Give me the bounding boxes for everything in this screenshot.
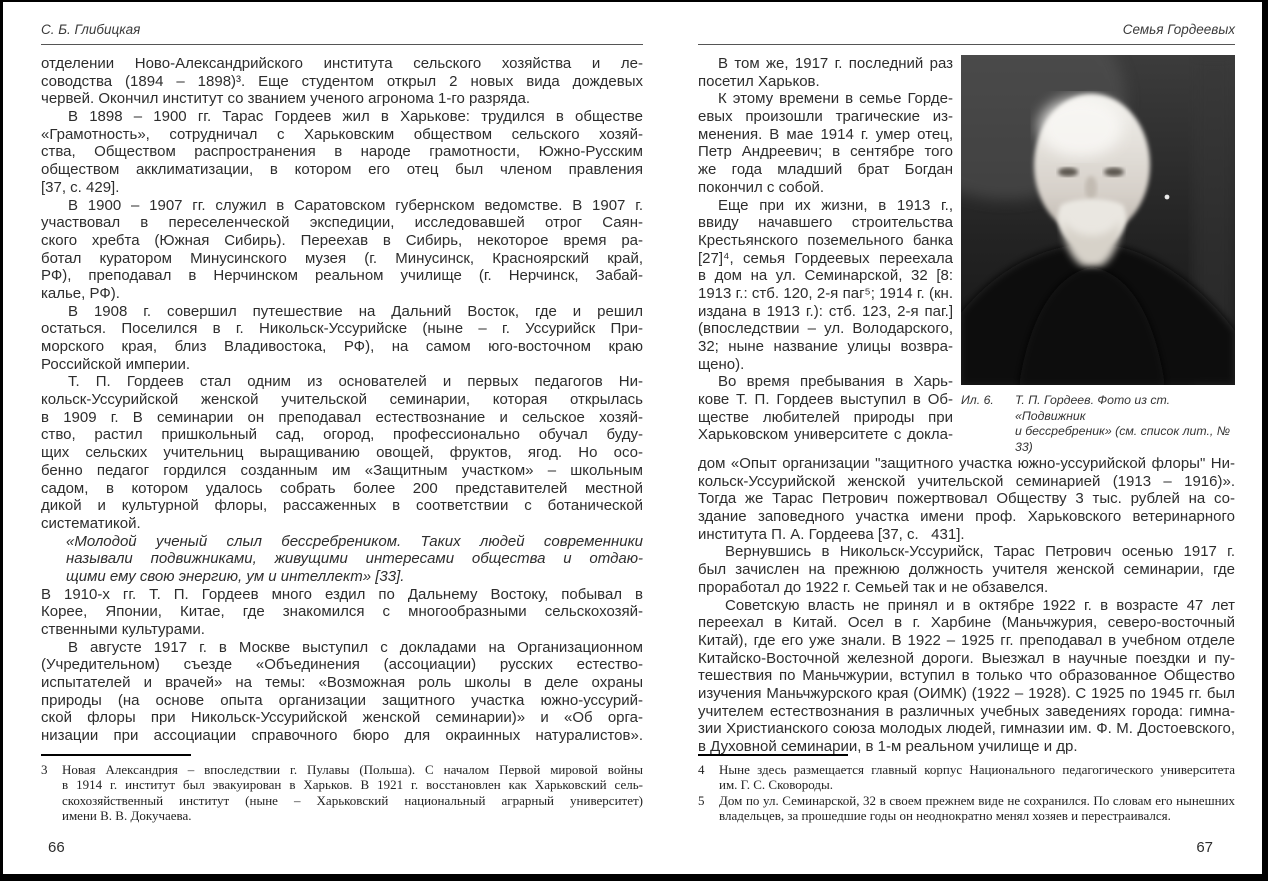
text-line: зии Христианского союза молодых людей, гимназии им. Ф. М. Достоевского, xyxy=(698,720,1235,738)
text-line: 32; ныне название улицы возвра- xyxy=(698,338,953,355)
running-head-chapter: Семья Гордеевых xyxy=(698,22,1235,45)
text-line: (Учредительном) съезде «Объединения (ассоциации) русских естество- xyxy=(41,656,643,674)
text-line: проработал до 1922 г. Семьей так и не обзавелся. xyxy=(698,578,1049,596)
text-line: был зачислен на прежнюю должность учителя женской семинарии, где xyxy=(698,561,1235,579)
text-line: щено). xyxy=(698,355,745,373)
footnote-number: 5 xyxy=(698,792,705,808)
text-line: испытателей и врачей» на темы: «Возможная роль школы в деле охраны xyxy=(41,674,643,692)
text-line: К этому времени в семье Горде- xyxy=(718,90,953,108)
column-and-photo-row xyxy=(698,55,1235,455)
text-line: переехал в Китай. Осел в г. Харбине (Маньчжурия, северо-восточный xyxy=(698,614,1235,632)
text-line: называли подвижниками, живущими интересами общества и отдаю- xyxy=(66,550,643,568)
text-line: дом «Опыт организации "защитного участка южно-уссурийской флоры" Ни- xyxy=(698,455,1235,472)
text-line: бенно педагог гордился созданным им «Защитным участком» – школьным xyxy=(41,461,643,479)
text-line: соводства (1894 – 1898)³. Еще студентом открыл 2 новых вида дождевых xyxy=(41,72,643,90)
text-line: В августе 1917 г. в Москве выступил с докладами на Организационном xyxy=(68,638,643,656)
text-line: скохозяйственный институт (ныне – Харьковский национальный аграрный университет) xyxy=(62,792,643,808)
paragraph xyxy=(41,586,643,639)
figure-caption-text xyxy=(1015,393,1235,455)
paragraph xyxy=(698,455,1235,543)
text-line: в 1909 г. В семинарии он преподавал естествознание и сельское хозяй- xyxy=(41,408,643,426)
text-line: обществом акклиматизации, в котором его отец был членом правления xyxy=(41,161,643,179)
paragraph xyxy=(41,55,643,108)
text-line: РФ), преподавал в Нерчинском реальном училище (г. Нерчинск, Забай- xyxy=(41,267,643,285)
text-line: «Молодой ученый слыл бессребреником. Таких людей современники xyxy=(66,532,643,550)
text-line: Вернувшись в Никольск-Уссурийск, Тарас Петрович осенью 1917 г. xyxy=(725,543,1235,561)
text-line: Дом по ул. Семинарской, 32 в своем прежнем виде не сохранился. По словам его нынешних xyxy=(719,792,1235,808)
paragraph xyxy=(698,543,1235,596)
text-line: «Грамотность», сотрудничал с Харьковским обществом сельского хозяй- xyxy=(41,125,643,143)
right-footnotes xyxy=(698,754,1235,824)
text-line: ввиду начавшего строительства xyxy=(698,214,953,232)
text-line: [27]⁴, семья Гордеевых переехала xyxy=(698,249,953,267)
text-line: Т. П. Гордеев стал одним из основателей и первых педагогов Ни- xyxy=(68,373,643,391)
text-line: ство, растил пришкольный сад, огород, профессионально обучал буду- xyxy=(41,426,643,444)
text-line: Ныне здесь размещается главный корпус Национального педагогического университета xyxy=(719,762,1235,777)
text-line: отделении Ново-Александрийского института сельского хозяйства и ле- xyxy=(41,55,643,72)
text-line: Еще при их жизни, в 1913 г., xyxy=(718,196,953,214)
text-line: ской флоры при Никольск-Уссурийской женской семинарии)» и «Об орга- xyxy=(41,709,643,727)
text-line: низации при ассоциации справочного бюро для окраинных натуралистов». xyxy=(41,727,643,745)
text-line: морского края, близ Владивостока, РФ), на самом юго-восточном краю xyxy=(41,338,643,355)
page-number-left: 66 xyxy=(48,839,65,856)
figure-caption-line: Т. П. Гордеев. Фото из ст. «Подвижник xyxy=(1015,393,1171,423)
running-head-author: С. Б. Глибицкая xyxy=(41,22,643,45)
paragraph xyxy=(41,303,643,374)
paragraph xyxy=(41,373,643,532)
text-line: менения. В мае 1914 г. умер отец, xyxy=(698,125,953,143)
text-line: участвовал в переселенческой экспедиции, исследовавшей отрог Саян- xyxy=(41,214,643,232)
text-line: ботал куратором Минусинского музея (г. Минусинск, Красноярский край, xyxy=(41,249,643,267)
text-line: евых произошли трагические из- xyxy=(698,108,953,126)
paragraph xyxy=(698,373,953,444)
text-line: систематикой. xyxy=(41,514,141,532)
text-line: Китай), где его уже знали. В 1922 – 1925 гг. преподавал в учебном отделе xyxy=(698,631,1235,649)
figure-caption xyxy=(961,393,1235,455)
text-line: В том же, 1917 г. последний раз xyxy=(718,55,953,72)
text-line: института П. А. Гордеева [37, с. 431]. xyxy=(698,525,965,543)
text-line: здание заповедного участка имени проф. Харьковского ветеринарного xyxy=(698,508,1235,526)
text-line: ства, Обществом распространения в народе грамотности, Южно-Русским xyxy=(41,143,643,161)
footnote-number: 4 xyxy=(698,762,705,777)
text-line: дикой и культурной флоры, рассаженных в соответствии с ботанической xyxy=(41,497,643,515)
text-line: 1913 г.: стб. 120, 2-я паг⁵; 1914 г. (кн. xyxy=(698,284,953,302)
portrait-photo-image xyxy=(961,55,1235,385)
text-line: В 1910-х гг. Т. П. Гордеев много ездил по Дальнему Востоку, побывал в xyxy=(41,585,643,603)
text-line: тешествия по Маньчжурии, вступил в только что образованное Общество xyxy=(698,667,1235,685)
block-quote xyxy=(66,533,643,586)
right-body-text xyxy=(698,455,1235,756)
text-line: имени В. В. Докучаева. xyxy=(62,808,192,824)
text-line: Харьковском университете с докла- xyxy=(698,426,953,444)
text-line: покончил с собой. xyxy=(698,178,825,196)
text-line: Китайско-Восточной железной дороги. Выезжал в научные поездки и пу- xyxy=(698,649,1235,667)
text-line: изучения Маньчжурского края (ОИМК) (1922 – 1928). С 1925 по 1945 гг. был xyxy=(698,684,1235,702)
text-line: кольск-Уссурийской женской учительской семинарией (1913 – 1916)». xyxy=(698,472,1235,490)
paragraph xyxy=(41,108,643,196)
text-line: В 1898 – 1900 гг. Тарас Гордеев жил в Харькове: трудился в обществе xyxy=(68,108,643,126)
text-line: посетил Харьков. xyxy=(698,72,820,90)
text-line: владельцев, за прошедшие годы он неоднократно менял хозяев и перестраивался. xyxy=(719,808,1171,824)
text-line: же года младший брат Богдан xyxy=(698,161,953,179)
footnote xyxy=(698,793,1235,824)
figure-block xyxy=(961,55,1235,455)
text-line: Крестьянского поземельного банка xyxy=(698,231,953,249)
page-number-right: 67 xyxy=(1196,839,1213,856)
text-line: (впоследствии – ул. Володарского, xyxy=(698,320,953,338)
text-line: Петр Андреевич; в сентябре того xyxy=(698,143,953,161)
paragraph xyxy=(698,597,1235,756)
text-line: в 1914 г. институт был эвакуирован в Харьков. В 1921 г. восстановлен как Харьковский сель- xyxy=(62,777,643,793)
footnote xyxy=(698,762,1235,793)
left-body-text xyxy=(41,55,643,745)
text-line: Тогда же Тарас Петрович пожертвовал Обществу 3 тыс. рублей на со- xyxy=(698,490,1235,508)
text-line: [37, с. 429]. xyxy=(41,178,120,196)
footnote-rule xyxy=(698,754,848,756)
left-footnotes xyxy=(41,754,643,824)
page-right xyxy=(698,22,1235,874)
figure-caption-line: и бессребреник» (см. список лит., № 33) xyxy=(1015,424,1231,454)
footnote xyxy=(41,762,643,824)
paragraph xyxy=(41,197,643,303)
text-line: Новая Александрия – впоследствии г. Пулавы (Польша). С началом Первой мировой войны xyxy=(62,762,643,777)
text-line: учителем естествознания в различных учебных заведениях города: гимна- xyxy=(698,702,1235,720)
paragraph xyxy=(41,639,643,745)
text-line: кольск-Уссурийской женской учительской семинарии, которая открылась xyxy=(41,391,643,409)
text-line: кове Т. П. Гордеев выступил в Об- xyxy=(698,391,953,409)
text-line: щими ему свою энергию, ум и интеллект» [33]. xyxy=(66,567,405,585)
text-line: щих сельских учительниц выращиванию овощей, фруктов, ягод. Но осо- xyxy=(41,444,643,462)
text-line: в Духовной семинарии, в 1-м реальном училище и др. xyxy=(698,738,1078,755)
footnote-text xyxy=(719,793,1235,824)
text-line: калье, РФ). xyxy=(41,284,120,302)
footnote-text xyxy=(62,762,643,824)
text-line: им. Г. С. Сковороды. xyxy=(719,777,834,793)
footnote-text xyxy=(719,762,1235,793)
page-left xyxy=(41,22,643,874)
text-line: Российской империи. xyxy=(41,355,190,373)
figure-label: Ил. 6. xyxy=(961,393,994,407)
text-line: Советскую власть не принял и в октябре 1922 г. в возрасте 47 лет xyxy=(725,596,1235,614)
paragraph xyxy=(698,197,953,374)
footnote-number: 3 xyxy=(41,762,48,777)
right-narrow-column xyxy=(698,55,953,444)
text-line: садом, в котором удалось собрать более 200 представителей местной xyxy=(41,479,643,497)
text-line: в дом на ул. Семинарской, 32 [8: xyxy=(698,267,953,285)
portrait-photo xyxy=(961,55,1235,385)
paragraph xyxy=(698,55,953,90)
text-line: Во время пребывания в Харь- xyxy=(718,373,953,391)
text-line: издана в 1913 г.): стб. 123, 2-я паг.] xyxy=(698,302,953,320)
text-line: остаться. Поселился в г. Никольск-Уссурийске (ныне – г. Уссурийск При- xyxy=(41,320,643,338)
text-line: ственными культурами. xyxy=(41,621,205,638)
text-line: червей. Окончил институт со званием ученого агронома 1-го разряда. xyxy=(41,90,530,108)
text-line: В 1900 – 1907 гг. служил в Саратовском губернском ведомстве. В 1907 г. xyxy=(68,196,643,214)
paragraph xyxy=(698,90,953,196)
text-line: ского хребта (Южная Сибирь). Переехав в Сибирь, некоторое время ра- xyxy=(41,231,643,249)
footnote-rule xyxy=(41,754,191,756)
text-line: природы (на основе опыта организации защитного участка южно-уссурий- xyxy=(41,691,643,709)
text-line: В 1908 г. совершил путешествие на Дальний Восток, где и решил xyxy=(68,302,643,320)
text-line: Корее, Японии, Китае, где знакомился с многообразными сельскохозяй- xyxy=(41,603,643,621)
text-line: ществе любителей природы при xyxy=(698,408,953,426)
